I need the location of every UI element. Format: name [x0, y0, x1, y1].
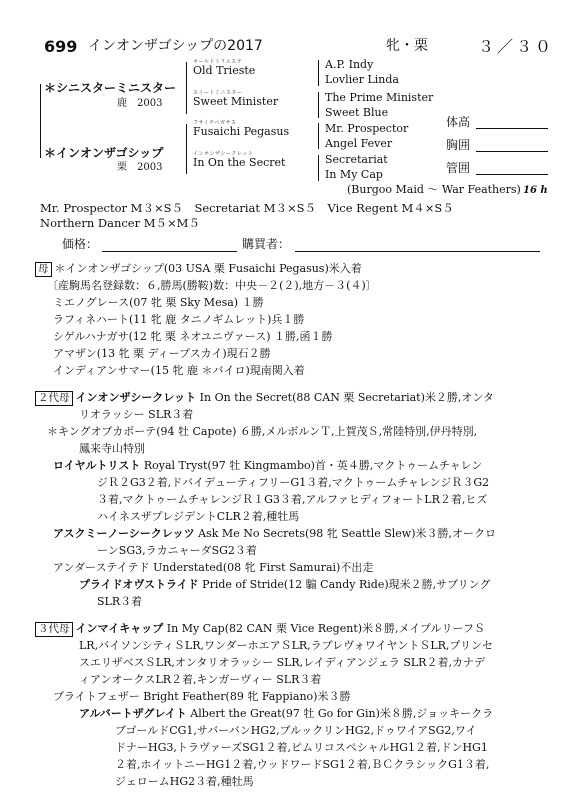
height-field[interactable]	[476, 128, 548, 129]
sire-info: 鹿 2003	[117, 98, 163, 109]
third-dam-produce: ジェロームHG2３着,種牡馬	[115, 775, 254, 788]
second-dam-line: リオラッシー SLR３着	[79, 408, 194, 421]
cannon-field[interactable]	[476, 174, 548, 175]
cannon-label: 管囲	[446, 161, 471, 175]
pedigree-bracket	[186, 124, 187, 174]
second-dam-produce: SLR３着	[97, 595, 143, 608]
sale-date: ３／３０	[478, 37, 555, 56]
third-dam-tag: ３代母	[35, 622, 73, 637]
horse-name: インオンザゴシップの2017	[88, 38, 263, 54]
dam-name: ＊インオンザゴシップ	[44, 146, 164, 160]
third-dam-line: ィアンオークスLR２着,キンガーヴィー SLR３着	[79, 673, 322, 686]
dam-line: 母 ＊インオンザゴシップ(03 USA 栗 Fusaichi Pegasus)米入着	[35, 260, 555, 277]
second-dam-produce: 鳳来寺山特別	[79, 442, 145, 455]
g3-5: Mr. Prospector	[325, 122, 409, 135]
second-dam-tag: ２代母	[35, 391, 73, 406]
second-dam-produce: ３着,マクトゥームチャレンジＲ１G3３着,アルファヒディフォートLR２着,ヒズ	[97, 493, 488, 506]
pedigree-bracket	[40, 84, 41, 158]
g3-3: The Prime Minister	[325, 91, 434, 104]
third-dam-produce: ブライトフェザー Bright Feather(89 牝 Fappiano)米３勝	[53, 690, 351, 703]
second-dam-produce: アンダーステイテド Understated(08 牝 First Samurai)不出走	[53, 561, 374, 574]
inbreeding-line-1: Mr. Prospector M３×S５ Secretariat M３×S５ Vice Regent M４×S５	[40, 201, 454, 215]
height-label: 体高	[446, 115, 471, 129]
chest-field[interactable]	[476, 151, 548, 152]
dam-produce: ミエノグレース(07 牝 栗 Sky Mesa) １勝	[53, 296, 264, 309]
price-field[interactable]	[102, 251, 237, 252]
g3-7: Secretariat	[325, 153, 388, 166]
g3-4: Sweet Blue	[325, 106, 389, 119]
pedigree-bracket	[318, 155, 319, 181]
buyer-field[interactable]	[295, 251, 540, 252]
dam-sire: フサイチペガサス Fusaichi Pegasus	[193, 120, 290, 138]
price-label: 価格：	[62, 237, 99, 251]
second-dam-produce: ロイヤルトリスト Royal Tryst(97 牡 Kingmambo)首・英４勝,マクトゥームチャレン	[53, 459, 483, 472]
sire-name: ＊シニスターミニスター	[44, 81, 177, 95]
g3-1: A.P. Indy	[325, 58, 374, 71]
third-dam-produce: アルバートザグレイト Albert the Great(97 牡 Go for Gin)米８勝,ジョッキークラ	[79, 707, 494, 720]
second-dam-section	[35, 389, 555, 610]
dam-produce-summary: 〔産駒馬名登録数：６,勝馬(勝鞍)数：中央－２(２),地方－３(４)〕	[47, 279, 377, 292]
second-dam-produce: プライドオヴストライド Pride of Stride(12 騸 Candy Ride)現米２勝,サブリング	[79, 578, 491, 591]
dam-info: 栗 2003	[117, 162, 163, 173]
second-dam-produce: ーンSG3,ラカニャーダSG2３着	[97, 544, 257, 557]
pedigree-bracket	[318, 123, 319, 149]
family-note: (Burgoo Maid ～ War Feathers)	[347, 183, 521, 196]
second-dam-produce: ジＲ２G3２着,ドバイデューティフリーG1３着,マクトゥームチャレンジＲ３G2	[97, 476, 490, 489]
third-dam-line: ３代母 インマイキャップ In My Cap(82 CAN 栗 Vice Regent)米８勝,メイプルリーフＳ	[35, 620, 555, 637]
family-number: 16 h	[523, 185, 548, 196]
second-dam-produce: ハイネスザプレジデントCLR２着,種牡馬	[97, 510, 300, 523]
dam-produce: インディアンサマー(15 牝 鹿 ＊バイロ)現南関入着	[53, 364, 305, 377]
pedigree-bracket	[318, 60, 319, 86]
third-dam-produce: ドナーHG3,トラヴァーズSG1２着,ピムリコスペシャルHG1２着,ドンHG1	[115, 741, 488, 754]
g3-6: Angel Fever	[325, 137, 393, 150]
sex-color: 牝・栗	[386, 38, 428, 54]
second-dam-produce: アスクミーノーシークレッツ Ask Me No Secrets(98 牝 Seattle Slew)米３勝,オークロ	[53, 527, 497, 540]
third-dam-section	[35, 620, 555, 790]
dam-produce: ラフィネハート(11 牝 鹿 タニノギムレット)兵１勝	[53, 313, 305, 326]
second-dam-produce: ＊キングオブカポーテ(94 牡 Capote) ６勝,メルボルンＴ,上賀茂Ｓ,常陸特別,伊丹特別,	[47, 425, 478, 438]
dam-produce: アマザン(13 牝 栗 ディープスカイ)現石２勝	[53, 347, 271, 360]
third-dam-produce: ２着,ホイットニーHG1２着,ウッドワードSG1２着,ＢＣクラシックG1３着,	[115, 758, 490, 771]
dam-section	[35, 260, 555, 379]
dam-tag: 母	[35, 262, 52, 277]
third-dam-line: スエリザベスＳLR,オンタリオラッシー SLR,レイディアンジェラ SLR２着,カナデ	[79, 656, 485, 669]
inbreeding-line-2: Northern Dancer M５×M５	[40, 216, 200, 230]
pedigree-bracket	[318, 92, 319, 118]
dam-dam: インオンザシークレット In On the Secret	[193, 151, 286, 169]
buyer-label: 購買者：	[242, 237, 291, 251]
g3-8: In My Cap	[325, 168, 383, 181]
chest-label: 胸囲	[446, 138, 471, 152]
sire-sire: オールドトリエステ Old Trieste	[193, 59, 256, 77]
g3-2: Lovlier Linda	[325, 73, 399, 86]
pedigree-bracket	[186, 62, 187, 114]
third-dam-produce: ブゴールドCG1,サバーバンHG2,ブルックリンHG2,ドゥワイアSG2,ワイ	[115, 724, 477, 737]
second-dam-line: ２代母 インオンザシークレット In On the Secret(88 CAN 栗 Secretariat)米２勝,オンタ	[35, 389, 555, 406]
lot-number: 699	[44, 37, 78, 56]
dam-produce: シゲルハナガサ(12 牝 栗 ネオユニヴァース) １勝,函１勝	[53, 330, 333, 343]
third-dam-line: LR,バイソンシティＳLR,ワンダーホエアＳLR,ラブレヴォワイヤントＳLR,プリンセ	[79, 639, 493, 652]
sire-dam: スイートミニスター Sweet Minister	[193, 90, 279, 108]
